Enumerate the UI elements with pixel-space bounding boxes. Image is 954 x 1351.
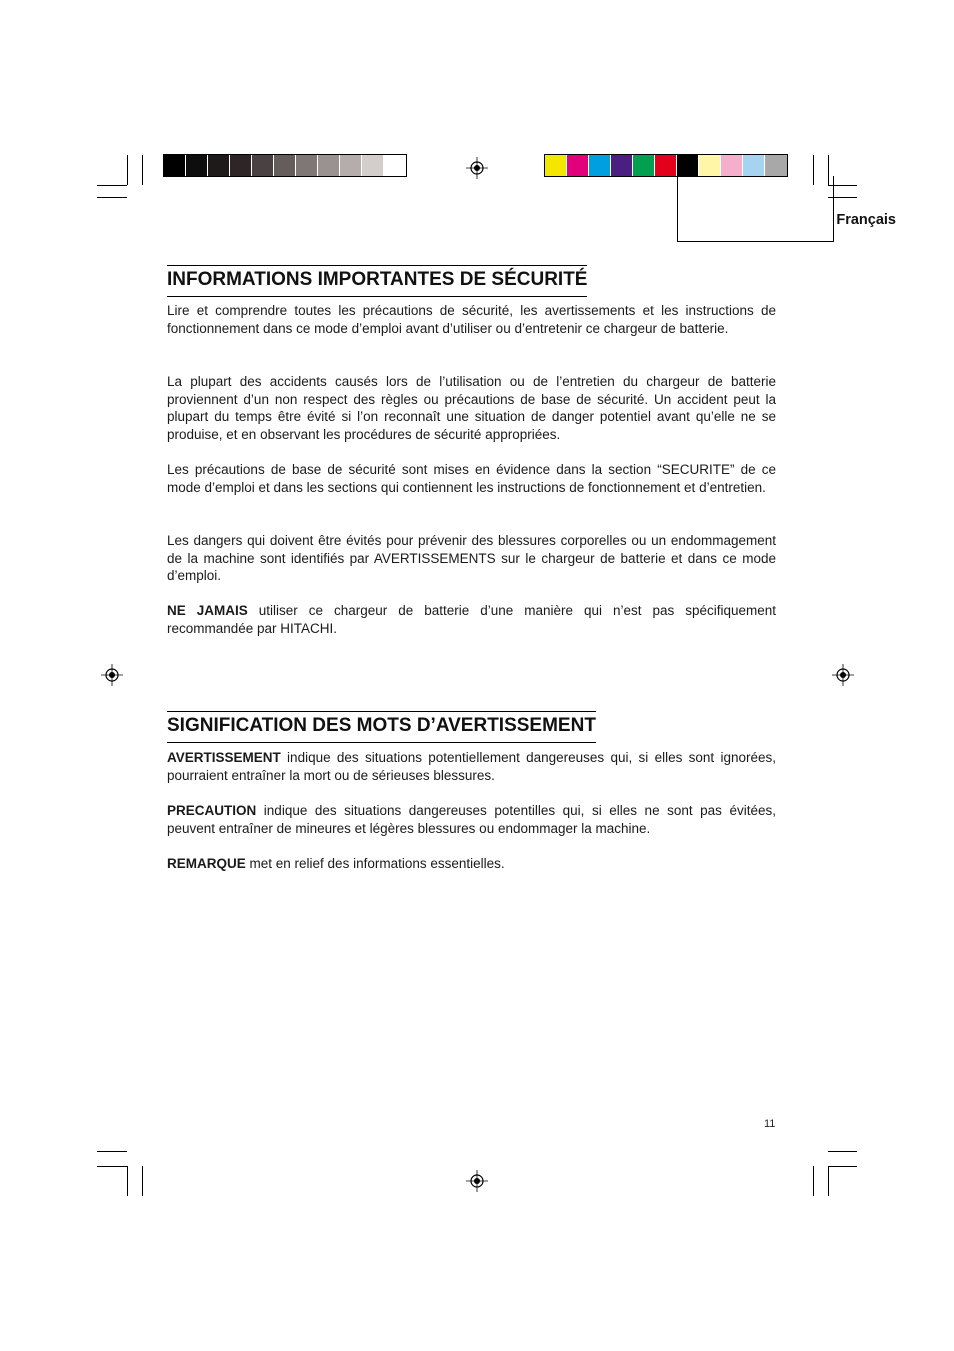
paragraph: La plupart des accidents causés lors de l’utilisation ou de l’entretien du chargeur de batterie proviennent d’un non respect des règles ou précautions de base de sécurité. Un accident peut la plupart du temps être évité si l’on reconnaît une situation de danger potentiel avant qu’elle ne se produise, et en observant les procédures de sécurité appropriées.	[167, 374, 776, 443]
color-swatch	[208, 155, 230, 176]
color-swatch	[589, 155, 611, 176]
registration-mark-icon	[466, 1170, 488, 1192]
color-swatch	[765, 155, 787, 176]
crop-mark	[142, 1166, 143, 1196]
crop-mark	[142, 155, 143, 185]
crop-mark	[828, 1166, 857, 1167]
definition-text: indique des situations dangereuses potentilles qui, si elles ne sont pas évitées, peuvent entraîner de mineures et légères blessures ou endommager la machine.	[167, 803, 776, 836]
page-number: 11	[764, 1118, 776, 1130]
section-heading-signal-words: SIGNIFICATION DES MOTS D’AVERTISSEMENT	[167, 711, 596, 743]
color-swatch	[340, 155, 362, 176]
color-swatch	[743, 155, 765, 176]
term-warning: AVERTISSEMENT	[167, 750, 281, 765]
language-label: Français	[836, 212, 896, 228]
emphasis-term: NE JAMAIS	[167, 603, 248, 618]
color-swatch	[545, 155, 567, 176]
paragraph	[167, 602, 776, 637]
grayscale-color-bar	[163, 154, 407, 177]
color-swatch	[252, 155, 274, 176]
color-swatch	[611, 155, 633, 176]
color-swatch	[677, 155, 699, 176]
color-swatch	[384, 155, 406, 176]
color-swatch	[318, 155, 340, 176]
color-swatch	[633, 155, 655, 176]
paragraph: Lire et comprendre toutes les précautions de sécurité, les avertissements et les instructions de fonctionnement dans ce mode d’emploi avant d’utiliser ou d’entretenir ce chargeur de batterie.	[167, 303, 776, 336]
term-note: REMARQUE	[167, 856, 246, 871]
color-swatch	[699, 155, 721, 176]
definition-caution	[167, 802, 776, 837]
paragraph: Les précautions de base de sécurité sont mises en évidence dans la section “SECURITE” de ce mode d’emploi et dans les sections qui contiennent les instructions de fonctionnement et d’entretien.	[167, 462, 776, 495]
crop-mark	[97, 197, 127, 198]
process-color-bar	[544, 154, 788, 177]
registration-mark-icon	[101, 664, 123, 686]
color-swatch	[655, 155, 677, 176]
color-swatch	[186, 155, 208, 176]
crop-mark	[97, 185, 127, 186]
section-heading-safety: INFORMATIONS IMPORTANTES DE SÉCURITÉ	[167, 265, 587, 297]
crop-mark	[813, 1166, 814, 1196]
color-swatch	[296, 155, 318, 176]
crop-mark	[97, 1166, 127, 1167]
color-swatch	[721, 155, 743, 176]
crop-mark	[828, 1151, 857, 1152]
color-swatch	[274, 155, 296, 176]
term-caution: PRECAUTION	[167, 803, 257, 818]
definition-text: indique des situations potentiellement dangereuses qui, si elles sont ignorées, pourraient entraîner la mort ou de sérieuses blessures.	[167, 750, 776, 783]
paragraph-text: utiliser ce chargeur de batterie d’une manière qui n’est pas spécifiquement recommandée par HITACHI.	[167, 603, 776, 636]
crop-mark	[97, 1151, 127, 1152]
language-tab	[677, 176, 834, 242]
definition-warning	[167, 749, 776, 784]
color-swatch	[362, 155, 384, 176]
registration-mark-icon	[466, 157, 488, 179]
definition-note	[167, 855, 776, 873]
color-swatch	[567, 155, 589, 176]
color-swatch	[164, 155, 186, 176]
registration-mark-icon	[832, 664, 854, 686]
crop-mark	[127, 155, 128, 185]
crop-mark	[127, 1166, 128, 1196]
paragraph: Les dangers qui doivent être évités pour prévenir des blessures corporelles ou un endommagement de la machine sont identifiés par AVERTISSEMENTS sur le chargeur de batterie et dans ce mode d’emploi.	[167, 533, 776, 584]
definition-text: met en relief des informations essentielles.	[245, 856, 505, 871]
crop-mark	[828, 1166, 829, 1196]
color-swatch	[230, 155, 252, 176]
